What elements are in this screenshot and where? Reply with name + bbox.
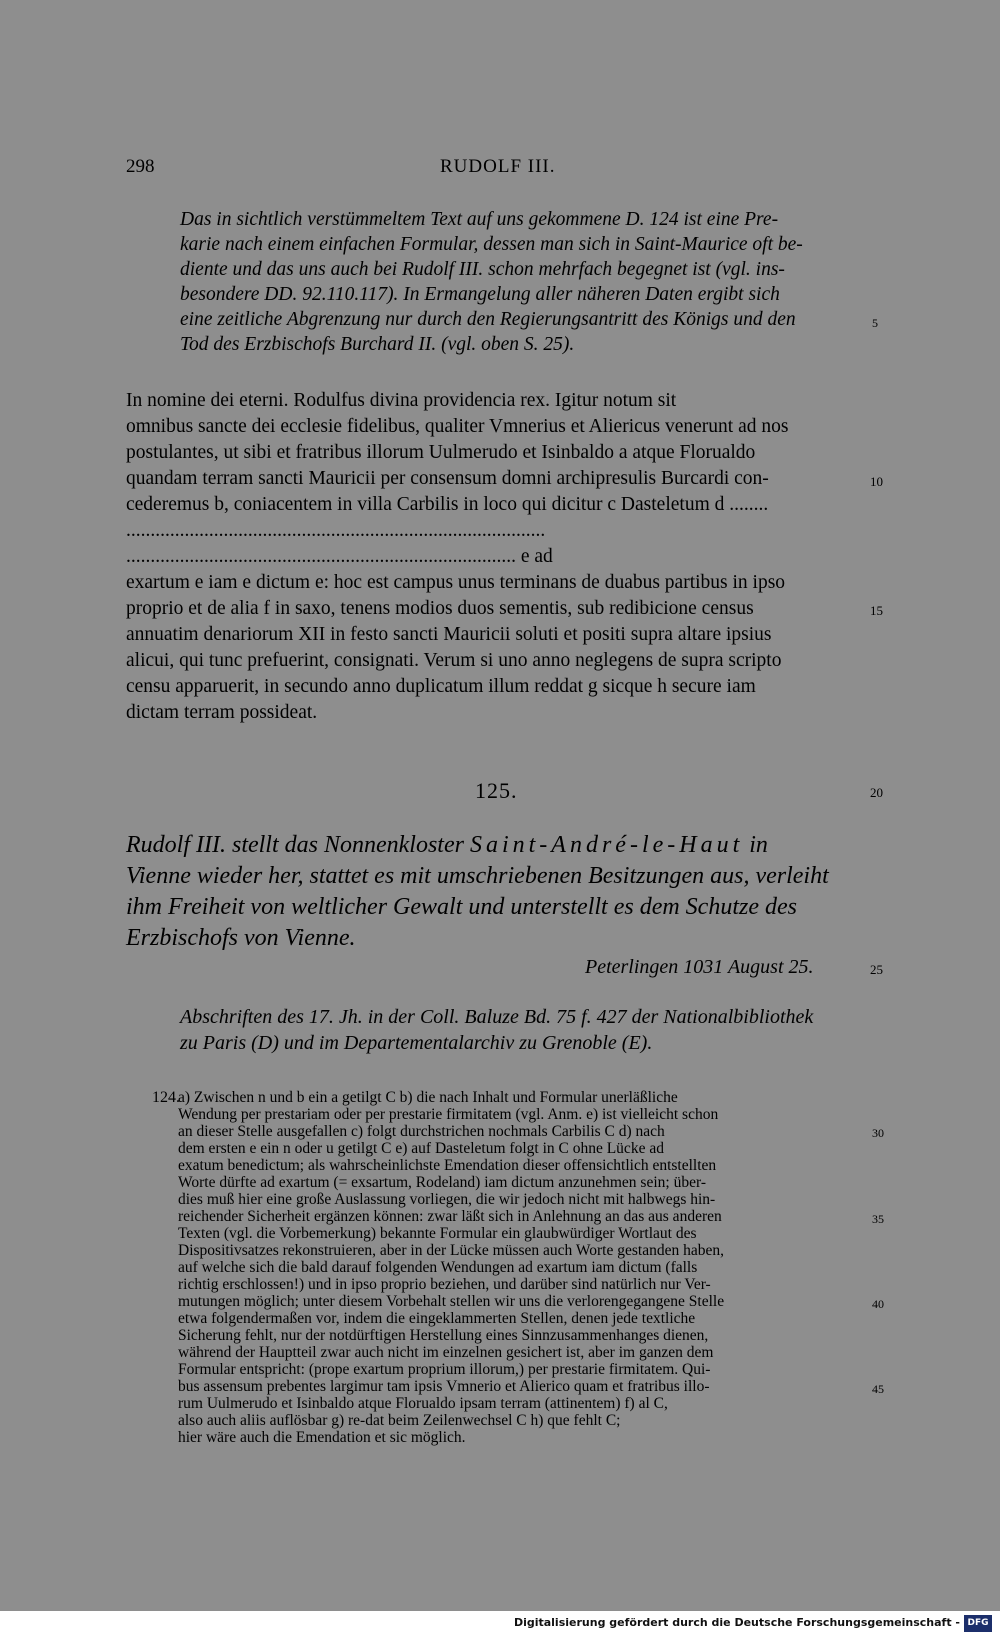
intro-line: diente und das uns auch bei Rudolf III. schon mehrfach begegnet ist (vgl. ins- bbox=[180, 259, 785, 280]
note-line: auf welche sich die bald darauf folgenden Wendungen ad exartum iam dictum (falls bbox=[178, 1259, 698, 1276]
note-line: Sicherung fehlt, nur der notdürftigen Herstellung eines Sinnzusammenhanges dienen, bbox=[178, 1327, 709, 1344]
text-line: censu apparuerit, in secundo anno duplicatum illum reddat g sicque h secure iam bbox=[126, 676, 756, 697]
text-line: omnibus sancte dei ecclesie fidelibus, qualiter Vmnerius et Aliericus venerunt ad nos bbox=[126, 416, 789, 437]
note-line: rum Uulmerudo et Isinbaldo atque Florualdo ipsam terram (attinentem) f) al C, bbox=[178, 1395, 668, 1412]
intro-line: besondere DD. 92.110.117). In Ermangelung aller näheren Daten ergibt sich bbox=[180, 284, 780, 305]
line-number: 25 bbox=[870, 962, 883, 977]
note-line: bus assensum prebentes largimur tam ipsis Vmnerio et Alierico quam et fratribus illo- bbox=[178, 1378, 710, 1395]
note-line: hier wäre auch die Emendation et sic möglich. bbox=[178, 1429, 466, 1446]
intro-line: Tod des Erzbischofs Burchard II. (vgl. oben S. 25). bbox=[180, 334, 575, 355]
note-line: Worte dürfte ad exartum (= exsartum, Rodeland) iam dictum anzunehmen sein; über- bbox=[178, 1174, 706, 1191]
text-line: In nomine dei eterni. Rodulfus divina providencia rex. Igitur notum sit bbox=[126, 390, 677, 411]
page-number: 298 bbox=[126, 156, 155, 177]
text-line: ................................................................................ e ad bbox=[126, 546, 553, 567]
note-line: Formular entspricht: (prope exartum proprium illorum,) per prestarie firmitatem. Qui- bbox=[178, 1361, 711, 1378]
text-line: postulantes, ut sibi et fratribus illorum Uulmerudo et Isinbaldo a atque Florualdo bbox=[126, 442, 756, 463]
note-line: an dieser Stelle ausgefallen c) folgt durchstrichen nochmals Carbilis C d) nach bbox=[178, 1123, 665, 1140]
document-number: 125. bbox=[475, 778, 518, 803]
sources-line: Abschriften des 17. Jh. in der Coll. Baluze Bd. 75 f. 427 der Nationalbibliothek bbox=[180, 1006, 814, 1028]
note-line: a) Zwischen n und b ein a getilgt C b) die nach Inhalt und Formular unerläßliche bbox=[178, 1089, 678, 1106]
regest-text: in bbox=[749, 832, 768, 858]
note-line: Wendung per prestariam oder per prestarie firmitatem (vgl. Anm. e) ist vielleicht schon bbox=[178, 1106, 719, 1123]
text-line: cederemus b, coniacentem in villa Carbilis in loco qui dicitur c Dasteletum d ........ bbox=[126, 494, 769, 515]
line-number: 45 bbox=[872, 1382, 884, 1396]
regest-place: Saint-André-le-Haut bbox=[469, 832, 744, 858]
dfg-logo: DFG bbox=[964, 1615, 992, 1632]
note-line: dies muß hier eine große Auslassung vorliegen, die wir jedoch nicht mit halbwegs hin- bbox=[178, 1191, 716, 1208]
sources-line: zu Paris (D) und im Departementalarchiv zu Grenoble (E). bbox=[180, 1032, 653, 1054]
footer-credit: Digitalisierung gefördert durch die Deutsche Forschungsgemeinschaft - bbox=[513, 1616, 960, 1629]
text-line: annuatim denariorum XII in festo sancti Mauricii soluti et positi supra altare ipsius bbox=[126, 624, 772, 645]
intro-line: karie nach einem einfachen Formular, dessen man sich in Saint-Maurice oft be- bbox=[180, 234, 803, 255]
line-number: 35 bbox=[872, 1212, 884, 1226]
line-number: 30 bbox=[872, 1126, 884, 1140]
note-line: Texten (vgl. die Vorbemerkung) bekannte Formular ein glaubwürdiger Wortlaut des bbox=[178, 1225, 697, 1242]
line-number: 10 bbox=[870, 474, 883, 489]
regest-line: ihm Freiheit von weltlicher Gewalt und unterstellt es dem Schutze des bbox=[126, 894, 797, 920]
line-number: 5 bbox=[872, 316, 878, 330]
text-line: alicui, qui tunc prefuerint, consignati. Verum si uno anno neglegens de supra scripto bbox=[126, 650, 782, 671]
note-line: richtig erschlossen!) und in ipso proprio beziehen, und darüber sind natürlich nur Ver- bbox=[178, 1276, 711, 1293]
note-number: 124. bbox=[152, 1089, 180, 1106]
line-number: 40 bbox=[872, 1297, 884, 1311]
text-line: ...................................................................................... bbox=[126, 520, 546, 541]
regest-text: Rudolf III. stellt das Nonnenkloster bbox=[126, 832, 464, 858]
dateline: Peterlingen 1031 August 25. bbox=[585, 956, 814, 978]
footer-bar bbox=[0, 1611, 1000, 1637]
text-line: quandam terram sancti Mauricii per consensum domni archipresulis Burcardi con- bbox=[126, 468, 769, 489]
line-number: 20 bbox=[870, 785, 883, 800]
regest-line: Vienne wieder her, stattet es mit umschriebenen Besitzungen aus, verleiht bbox=[126, 863, 829, 889]
regest-line bbox=[126, 832, 768, 859]
text-line: proprio et de alia f in saxo, tenens modios duos sementis, sub redibicione census bbox=[126, 598, 754, 619]
note-line: dem ersten e ein n oder u getilgt C e) auf Dasteletum folgt in C ohne Lücke ad bbox=[178, 1140, 664, 1157]
running-title: RUDOLF III. bbox=[440, 156, 556, 177]
text-line: dictam terram possideat. bbox=[126, 702, 318, 723]
intro-line: eine zeitliche Abgrenzung nur durch den Regierungsantritt des Königs und den bbox=[180, 309, 796, 330]
regest-line: Erzbischofs von Vienne. bbox=[126, 925, 356, 951]
note-line: mutungen möglich; unter diesem Vorbehalt stellen wir uns die verlorengegangene Stelle bbox=[178, 1293, 725, 1310]
intro-line: Das in sichtlich verstümmeltem Text auf uns gekommene D. 124 ist eine Pre- bbox=[180, 209, 779, 230]
note-line: exatum benedictum; als wahrscheinlichste Emendation dieser offensichtlich entstellten bbox=[178, 1157, 717, 1174]
text-line: exartum e iam e dictum e: hoc est campus unus terminans de duabus partibus in ipso bbox=[126, 572, 786, 593]
note-line: Dispositivsatzes rekonstruieren, aber in der Lücke müssen auch Worte gestanden haben, bbox=[178, 1242, 724, 1259]
note-line: während der Hauptteil zwar auch nicht im einzelnen gesichert ist, aber im ganzen dem bbox=[178, 1344, 714, 1361]
line-number: 15 bbox=[870, 603, 883, 618]
note-line: etwa folgendermaßen vor, indem die eingeklammerten Stellen, denen jede textliche bbox=[178, 1310, 696, 1327]
note-line: reichender Sicherheit ergänzen können: zwar läßt sich in Anlehnung an das aus anderen bbox=[178, 1208, 722, 1225]
note-line: also auch aliis auflösbar g) re-dat beim Zeilenwechsel C h) que fehlt C; bbox=[178, 1412, 621, 1429]
